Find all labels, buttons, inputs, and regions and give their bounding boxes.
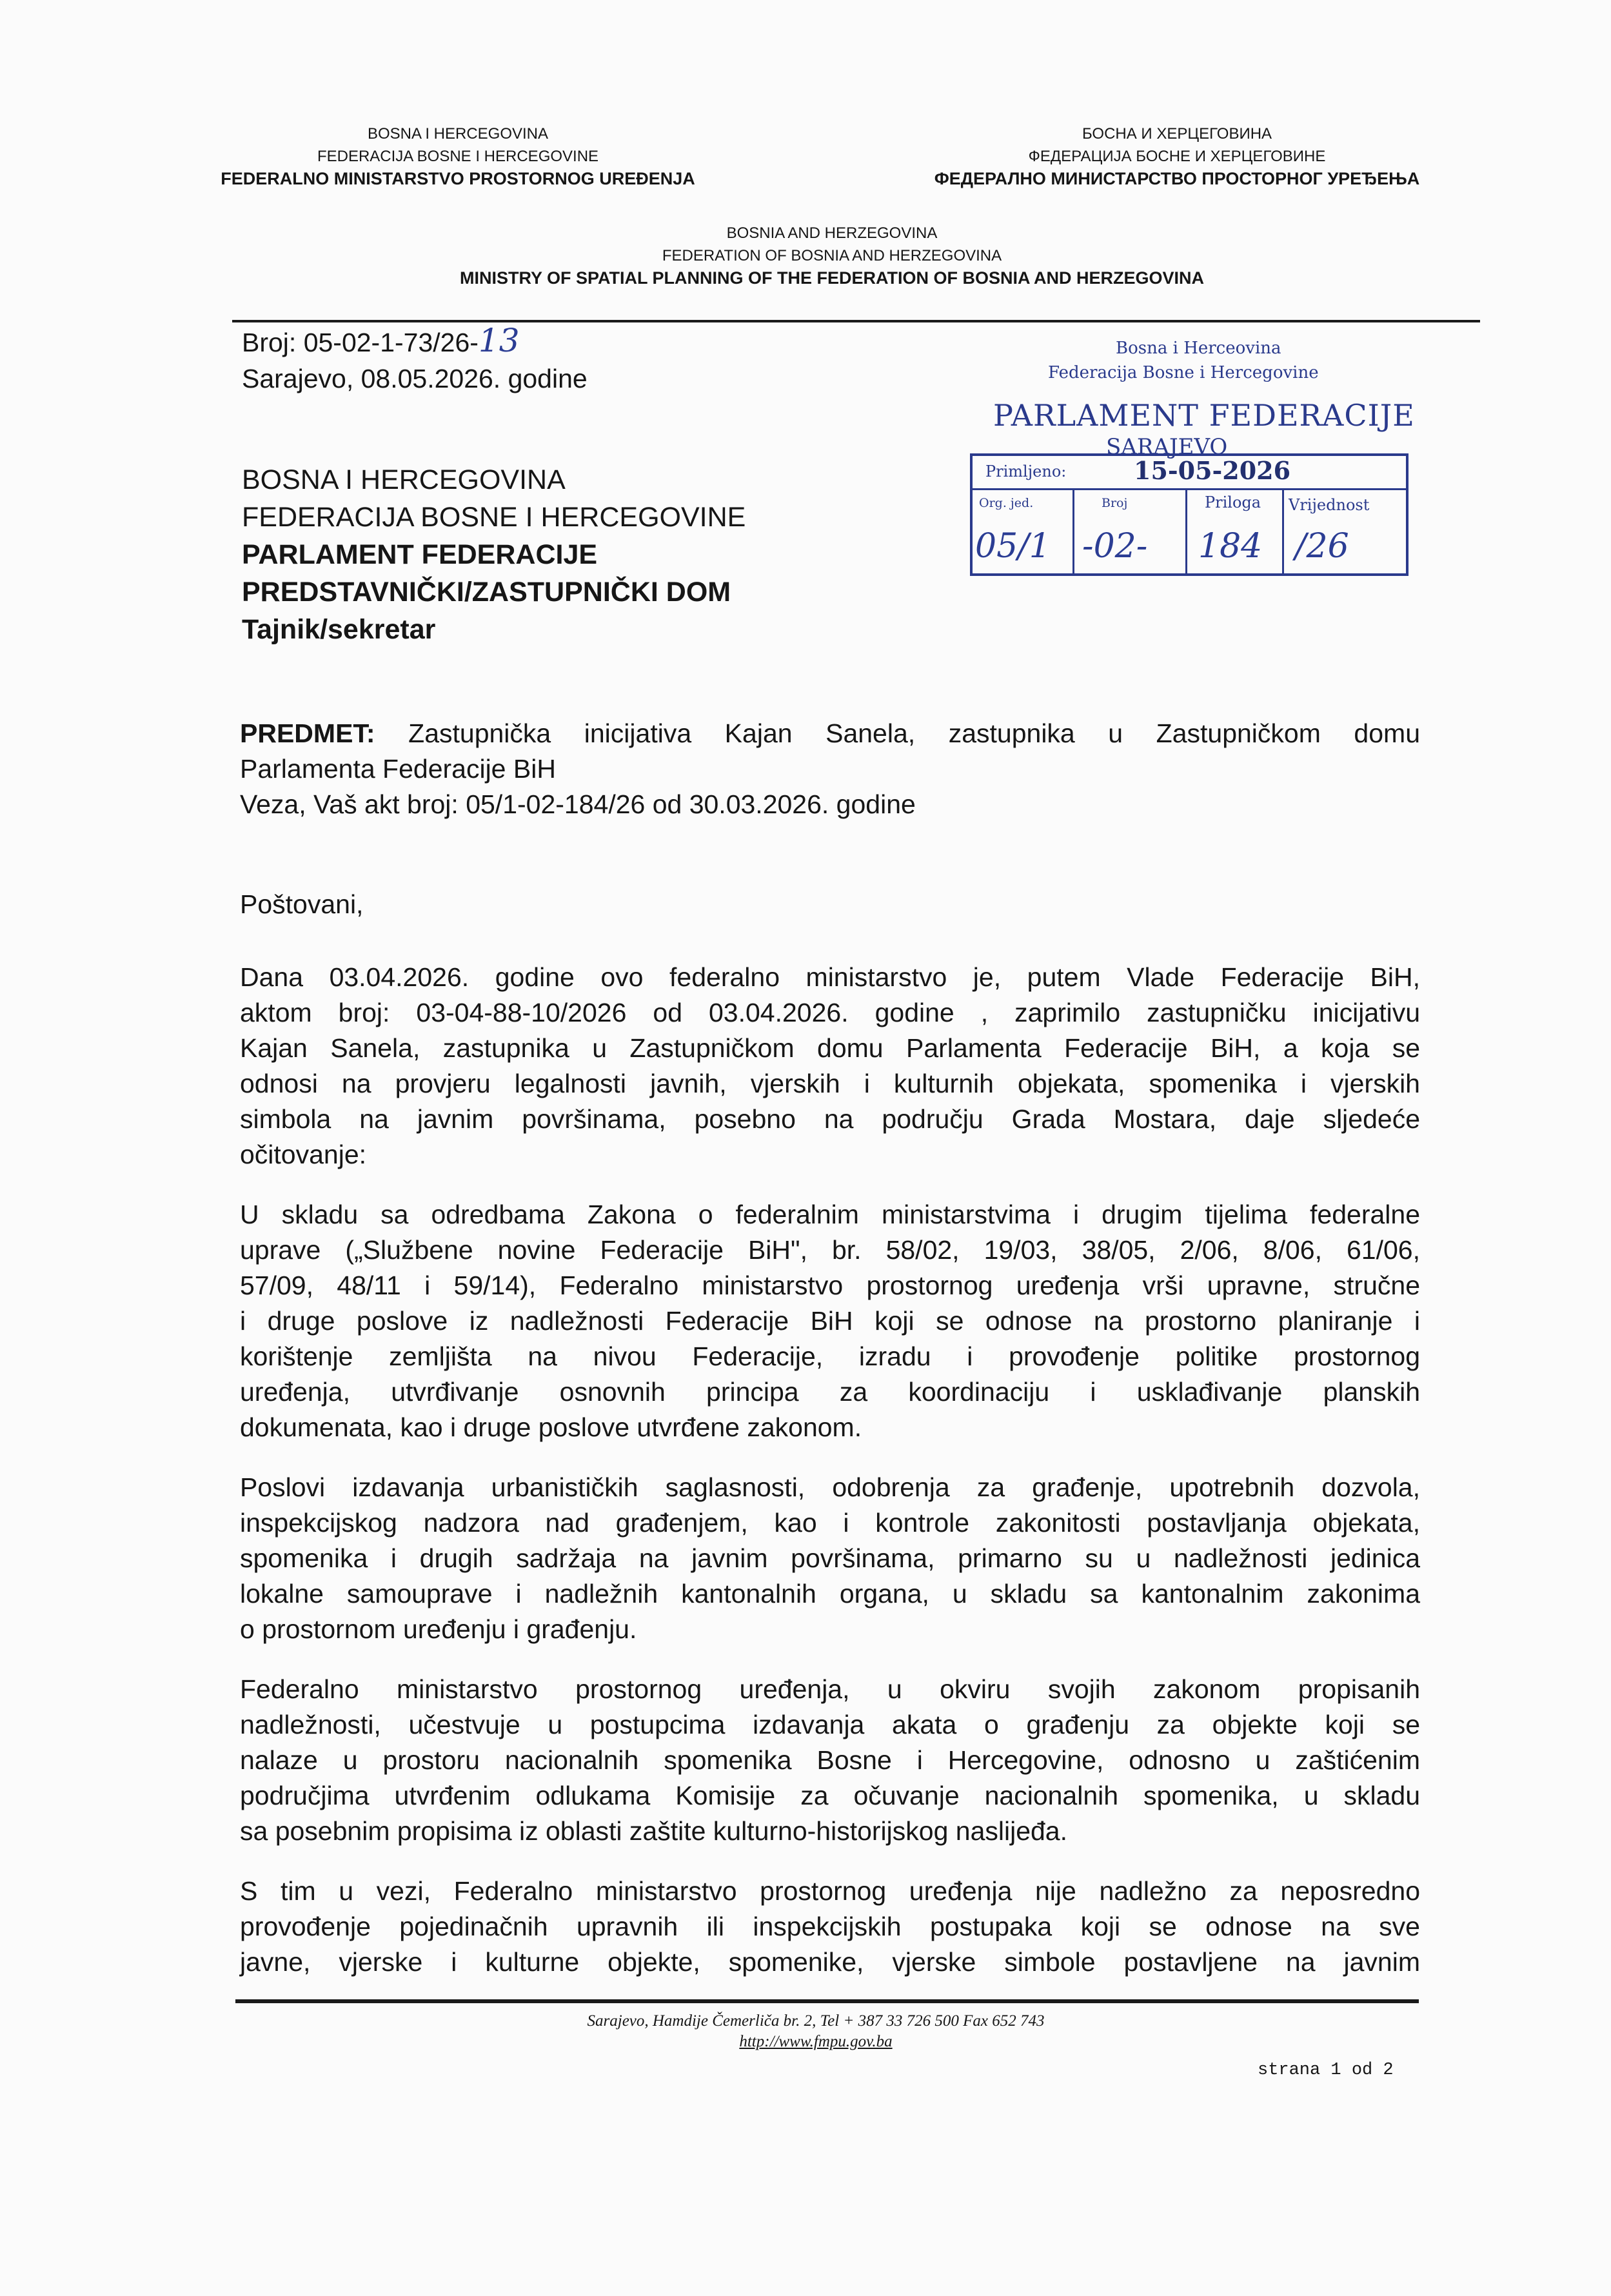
stamp-col-divider-2 [1185, 488, 1187, 576]
body-line: aktom broj: 03-04-88-10/2026 od 03.04.2026. godine , zaprimilo zastupničku inicijativu [240, 998, 1420, 1027]
addressee-line-1: BOSNA I HERCEGOVINA [242, 464, 566, 495]
stamp-city: SARAJEVO [1106, 434, 1228, 460]
stamp-col-divider-3 [1282, 488, 1284, 576]
stamp-hand-broj: -02- [1082, 527, 1148, 566]
letter-body [240, 960, 1420, 2004]
stamp-received-label: Primljeno: [985, 462, 1067, 480]
body-line: spomenika i drugih sadržaja na javnim površinama, primarno su u nadležnosti jedinica [240, 1543, 1420, 1573]
body-line: uređenja, utvrđivanje osnovnih principa za koordinaciju i usklađivanje planskih [240, 1377, 1420, 1407]
body-line: simbola na javnim površinama, posebno na području Grada Mostara, daje sljedeće [240, 1104, 1420, 1134]
body-line: lokalne samouprave i nadležnih kantonalnih organa, u skladu sa kantonalnim zakonima [240, 1579, 1420, 1608]
header-center-line-2: FEDERATION OF BOSNIA AND HERZEGOVINA [662, 247, 1002, 264]
subject-label: PREDMET: [240, 718, 375, 748]
header-left-ministry: FEDERALNO MINISTARSTVO PROSTORNOG UREĐENJA [221, 169, 695, 188]
reference-date: Sarajevo, 08.05.2026. godine [242, 364, 588, 393]
addressee-line-2: FEDERACIJA BOSNE I HERCEGOVINE [242, 502, 746, 533]
addressee-line-5: Tajnik/sekretar [242, 614, 436, 645]
header-left-line-1: BOSNA I HERCEGOVINA [367, 125, 549, 143]
footer-address: Sarajevo, Hamdije Čemerliča br. 2, Tel + 387 33 726 500 Fax 652 743 [587, 2012, 1045, 2030]
addressee-line-3: PARLAMENT FEDERACIJE [242, 539, 598, 570]
header-right-ministry: ФЕДЕРАЛНО МИНИСТАРСТВО ПРОСТОРНОГ УРЕЂЕЊА [934, 169, 1420, 188]
stamp-hand-org: 05/1 [975, 527, 1051, 566]
subject-line-2: Parlamenta Federacije BiH [240, 754, 556, 784]
body-line: sa posebnim propisima iz oblasti zaštite kulturno-historijskog naslijeđa. [240, 1816, 1067, 1846]
stamp-federation: Federacija Bosne i Hercegovine [1048, 363, 1319, 382]
received-stamp [967, 339, 1419, 635]
stamp-col-org: Org. jed. [979, 496, 1034, 510]
header-right-line-1: БОСНА И ХЕРЦЕГОВИНА [1082, 125, 1272, 143]
stamp-col-priloga: Priloga [1205, 493, 1261, 511]
header-center [361, 222, 1303, 290]
body-paragraph [240, 1470, 1420, 1647]
header-left [193, 123, 722, 190]
page-number: strana 1 od 2 [1258, 2061, 1394, 2080]
body-line: o prostornom uređenju i građenju. [240, 1614, 637, 1644]
stamp-col-divider-1 [1072, 488, 1074, 576]
body-line: i druge poslove iz nadležnosti Federacije BiH koji se odnose na prostorno planiranje i [240, 1306, 1420, 1336]
body-line: očitovanje: [240, 1140, 367, 1169]
stamp-received-date: 15-05-2026 [1134, 456, 1291, 485]
footer-rule [235, 1999, 1419, 2003]
body-line: Federalno ministarstvo prostornog uređenja, u okviru svojih zakonom propisanih [240, 1674, 1420, 1704]
stamp-country: Bosna i Herceovina [1116, 339, 1281, 358]
body-line: Poslovi izdavanja urbanističkih saglasnosti, odobrenja za građenje, upotrebnih dozvola, [240, 1472, 1420, 1502]
stamp-col-vrijednost: Vrijednost [1289, 496, 1370, 514]
addressee-block [242, 461, 822, 648]
body-line: područjima utvrđenim odlukama Komisije za očuvanje nacionalnih spomenika, u skladu [240, 1781, 1420, 1810]
header-center-ministry: MINISTRY OF SPATIAL PLANNING OF THE FEDERATION OF BOSNIA AND HERZEGOVINA [459, 268, 1205, 288]
subject-text-1: Zastupnička inicijativa Kajan Sanela, zastupnika u Zastupničkom domu [408, 718, 1420, 748]
reference-number [242, 322, 732, 361]
addressee-line-4: PREDSTAVNIČKI/ZASTUPNIČKI DOM [242, 577, 731, 608]
subject-line-3: Veza, Vaš akt broj: 05/1-02-184/26 od 30.03.2026. godine [240, 789, 916, 819]
footer-url: http://www.fmpu.gov.ba [739, 2033, 893, 2050]
reference-number-text: Broj: 05-02-1-73/26- [242, 328, 479, 357]
stamp-row-divider [973, 488, 1406, 490]
body-line: Kajan Sanela, zastupnika u Zastupničkom domu Parlamenta Federacije BiH, a koja se [240, 1033, 1420, 1063]
body-paragraph [240, 1874, 1420, 1980]
stamp-parliament: PARLAMENT FEDERACIJE [993, 398, 1415, 433]
body-paragraph [240, 960, 1420, 1173]
stamp-table [970, 453, 1408, 576]
subject-block [240, 716, 1420, 822]
body-line: korištenje zemljišta na nivou Federacije, izradu i provođenje politike prostornog [240, 1341, 1420, 1371]
body-line: 57/09, 48/11 i 59/14), Federalno ministarstvo prostornog uređenja vrši upravne, stručne [240, 1271, 1420, 1300]
reference-block [242, 322, 732, 397]
header-center-line-1: BOSNIA AND HERZEGOVINA [726, 224, 938, 242]
body-line: inspekcijskog nadzora nad građenjem, kao i kontrole zakonitosti postavljanja objekata, [240, 1508, 1420, 1538]
header-right [877, 123, 1477, 190]
body-line: nadležnosti, učestvuje u postupcima izdavanja akata o građenju za objekte koji se [240, 1710, 1420, 1739]
header-left-line-2: FEDERACIJA BOSNE I HERCEGOVINE [317, 148, 599, 165]
subject-line-1 [240, 716, 1420, 751]
stamp-hand-priloga: 184 [1198, 527, 1263, 566]
body-line: S tim u vezi, Federalno ministarstvo prostornog uređenja nije nadležno za neposredno [240, 1876, 1420, 1906]
body-paragraph [240, 1672, 1420, 1849]
stamp-col-broj: Broj [1102, 496, 1128, 510]
body-paragraph [240, 1197, 1420, 1445]
body-line: uprave („Službene novine Federacije BiH", br. 58/02, 19/03, 38/05, 2/06, 8/06, 61/06, [240, 1235, 1420, 1265]
body-line: nalaze u prostoru nacionalnih spomenika Bosne i Hercegovine, odnosno u zaštićenim [240, 1745, 1420, 1775]
body-line: dokumenata, kao i druge poslove utvrđene zakonom. [240, 1412, 862, 1442]
body-line: U skladu sa odredbama Zakona o federalnim ministarstvima i drugim tijelima federalne [240, 1200, 1420, 1229]
stamp-hand-vrijednost: /26 [1295, 527, 1349, 566]
reference-number-handwritten: 13 [478, 322, 520, 359]
salutation: Poštovani, [240, 889, 364, 919]
header-right-line-2: ФЕДЕРАЦИЈА БОСНЕ И ХЕРЦЕГОВИНЕ [1028, 148, 1326, 165]
body-line: odnosi na provjeru legalnosti javnih, vjerskih i kulturnih objekata, spomenika i vjerskih [240, 1069, 1420, 1098]
body-line: javne, vjerske i kulturne objekte, spomenike, vjerske simbole postavljene na javnim [240, 1947, 1420, 1977]
body-line: provođenje pojedinačnih upravnih ili inspekcijskih postupaka koji se odnose na sve [240, 1912, 1420, 1941]
body-line: Dana 03.04.2026. godine ovo federalno ministarstvo je, putem Vlade Federacije BiH, [240, 962, 1420, 992]
